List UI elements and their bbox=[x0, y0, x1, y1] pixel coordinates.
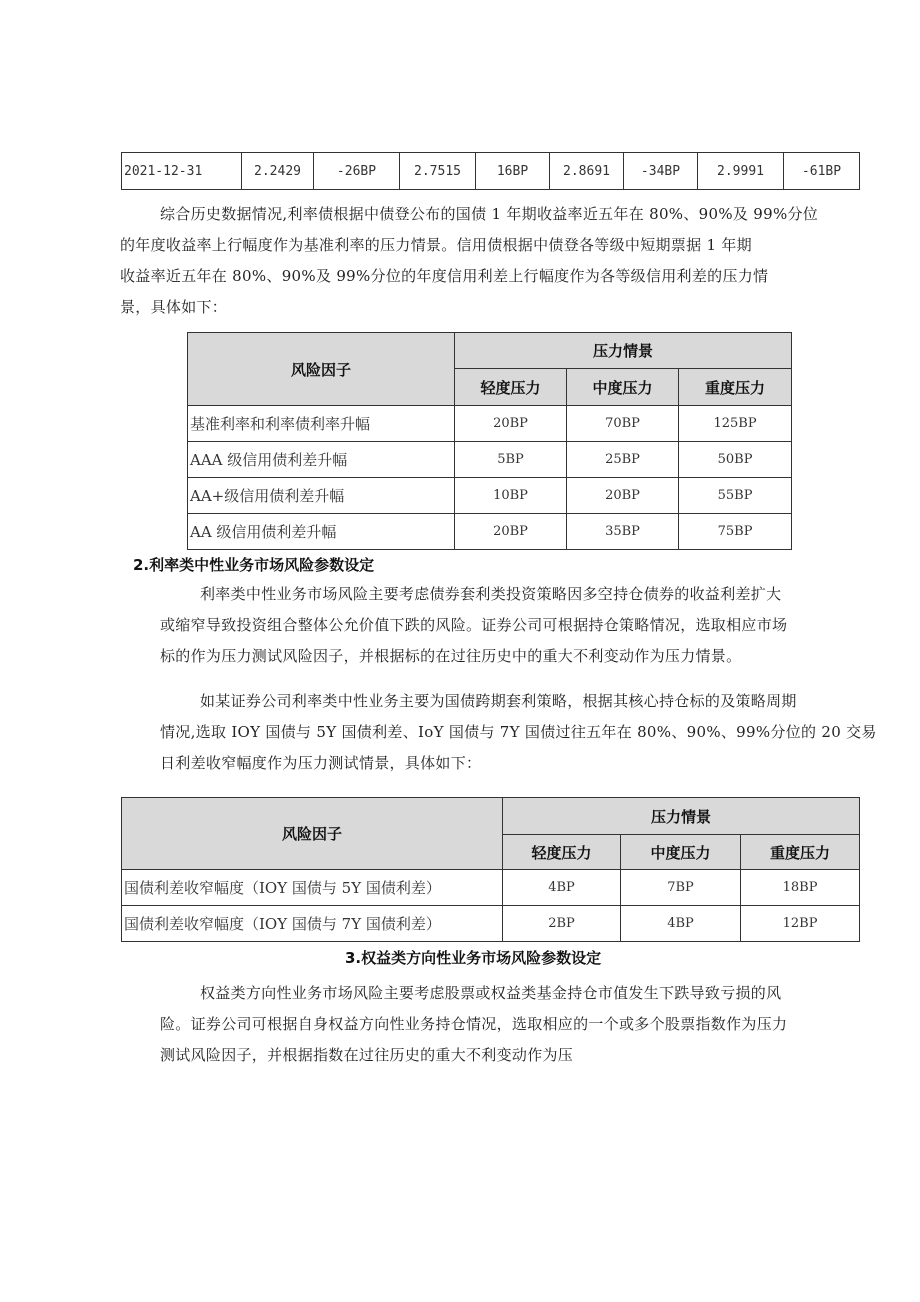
table-cell: 2.9991 bbox=[698, 153, 784, 190]
table-cell: 2.7515 bbox=[400, 153, 476, 190]
risk-factor-label: AAA 级信用债利差升幅 bbox=[188, 442, 455, 478]
table-cell: 35BP bbox=[567, 514, 679, 550]
level-severe-header: 重度压力 bbox=[741, 835, 860, 870]
level-mild-header: 轻度压力 bbox=[503, 835, 621, 870]
paragraph-spread-example bbox=[160, 686, 877, 779]
table-cell: 20BP bbox=[455, 406, 567, 442]
stress-scenario-header: 压力情景 bbox=[455, 333, 792, 369]
text-line: 收益率近五年在 80%、90%及 99%分位的年度信用利差上行幅度作为各等级信用利差的压力情 bbox=[120, 267, 769, 285]
table-cell: 18BP bbox=[741, 870, 860, 906]
table-cell: 2.2429 bbox=[242, 153, 314, 190]
level-moderate-header: 中度压力 bbox=[567, 369, 679, 406]
text-line: 标的作为压力测试风险因子，并根据标的在过往历史中的重大不利变动作为压力情景。 bbox=[160, 647, 742, 665]
risk-factor-header: 风险因子 bbox=[188, 333, 455, 406]
section-heading: 2.利率类中性业务市场风险参数设定 bbox=[133, 556, 375, 574]
table-cell: 4BP bbox=[621, 906, 741, 942]
level-severe-header: 重度压力 bbox=[679, 369, 792, 406]
level-mild-header: 轻度压力 bbox=[455, 369, 567, 406]
paragraph-equity-risk bbox=[160, 978, 788, 1071]
table-row bbox=[188, 478, 792, 514]
text-line: 险。证券公司可根据自身权益方向性业务持仓情况，选取相应的一个或多个股票指数作为压力 bbox=[160, 1015, 788, 1033]
table-cell: -61BP bbox=[784, 153, 860, 190]
risk-factor-label: 国债利差收窄幅度（IOY 国债与 5Y 国债利差） bbox=[122, 870, 503, 906]
risk-factor-label: AA 级信用债利差升幅 bbox=[188, 514, 455, 550]
credit-stress-table bbox=[187, 332, 792, 550]
text-line: 情况,选取 IOY 国债与 5Y 国债利差、IoY 国债与 7Y 国债过往五年在 80%、90%、99%分位的 20 交易 bbox=[160, 723, 877, 741]
table-header-row bbox=[122, 798, 860, 835]
table-cell: 70BP bbox=[567, 406, 679, 442]
risk-factor-label: 国债利差收窄幅度（IOY 国债与 7Y 国债利差） bbox=[122, 906, 503, 942]
risk-factor-label: AA+级信用债利差升幅 bbox=[188, 478, 455, 514]
table-row bbox=[122, 906, 860, 942]
table-cell: -34BP bbox=[624, 153, 698, 190]
table-row bbox=[188, 406, 792, 442]
paragraph-neutral-risk bbox=[160, 579, 788, 672]
table-cell: 5BP bbox=[455, 442, 567, 478]
text-line: 如某证券公司利率类中性业务主要为国债跨期套利策略，根据其核心持仓标的及策略周期 bbox=[200, 692, 797, 710]
table-row bbox=[122, 870, 860, 906]
text-line: 的年度收益率上行幅度作为基准利率的压力情景。信用债根据中债登各等级中短期票据 1 年期 bbox=[120, 236, 752, 254]
table-header-row bbox=[188, 333, 792, 369]
level-moderate-header: 中度压力 bbox=[621, 835, 741, 870]
text-line: 测试风险因子，并根据指数在过往历史的重大不利变动作为压 bbox=[160, 1046, 574, 1064]
historical-yield-table bbox=[121, 152, 860, 190]
table-cell: 75BP bbox=[679, 514, 792, 550]
table-row bbox=[122, 153, 860, 190]
table-cell: 20BP bbox=[567, 478, 679, 514]
risk-factor-header: 风险因子 bbox=[122, 798, 503, 870]
table-cell: 125BP bbox=[679, 406, 792, 442]
paragraph-rate-stress bbox=[120, 199, 819, 323]
table-row bbox=[188, 442, 792, 478]
table-cell: -26BP bbox=[314, 153, 400, 190]
spread-stress-table bbox=[121, 797, 860, 942]
table-cell: 7BP bbox=[621, 870, 741, 906]
table-cell: 25BP bbox=[567, 442, 679, 478]
table-cell: 20BP bbox=[455, 514, 567, 550]
table-cell: 2021-12-31 bbox=[122, 153, 242, 190]
text-line: 综合历史数据情况,利率债根据中债登公布的国债 1 年期收益率近五年在 80%、90%及 99%分位 bbox=[160, 205, 819, 223]
table-cell: 16BP bbox=[476, 153, 550, 190]
table-cell: 50BP bbox=[679, 442, 792, 478]
table-cell: 2BP bbox=[503, 906, 621, 942]
text-line: 利率类中性业务市场风险主要考虑债券套利类投资策略因多空持仓债券的收益利差扩大 bbox=[200, 585, 782, 603]
table-cell: 12BP bbox=[741, 906, 860, 942]
risk-factor-label: 基准利率和利率债利率升幅 bbox=[188, 406, 455, 442]
section-heading: 3.权益类方向性业务市场风险参数设定 bbox=[345, 949, 602, 967]
table-cell: 10BP bbox=[455, 478, 567, 514]
text-line: 日利差收窄幅度作为压力测试情景，具体如下： bbox=[160, 754, 482, 772]
table-cell: 2.8691 bbox=[550, 153, 624, 190]
text-line: 景，具体如下： bbox=[120, 298, 228, 316]
stress-scenario-header: 压力情景 bbox=[503, 798, 860, 835]
table-row bbox=[188, 514, 792, 550]
text-line: 或缩窄导致投资组合整体公允价值下跌的风险。证券公司可根据持仓策略情况，选取相应市场 bbox=[160, 616, 788, 634]
table-cell: 4BP bbox=[503, 870, 621, 906]
table-cell: 55BP bbox=[679, 478, 792, 514]
text-line: 权益类方向性业务市场风险主要考虑股票或权益类基金持仓市值发生下跌导致亏损的风 bbox=[200, 984, 782, 1002]
